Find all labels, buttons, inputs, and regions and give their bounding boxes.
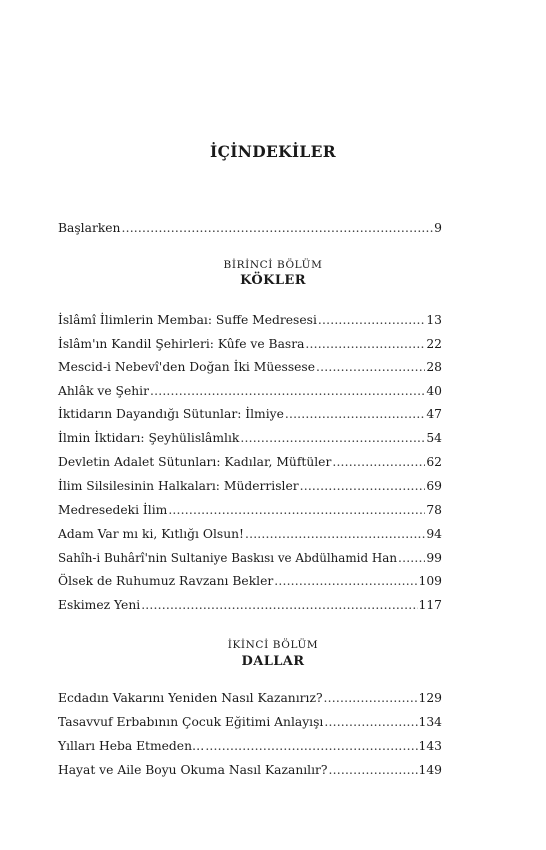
entry-title: Eskimez Yeni xyxy=(58,598,141,612)
dot-leader xyxy=(316,358,425,376)
entry-title: Başlarken xyxy=(58,221,121,235)
toc-entry[interactable] xyxy=(58,761,442,779)
section-label: İKİNCİ BÖLÜM xyxy=(227,639,319,651)
entry-page: 117 xyxy=(418,598,442,612)
dot-leader xyxy=(205,737,417,755)
dot-leader xyxy=(305,335,425,353)
dot-leader xyxy=(245,525,425,543)
entry-title: İslâm'ın Kandil Şehirleri: Kûfe ve Basra xyxy=(58,337,305,351)
entry-page: 143 xyxy=(418,739,442,753)
toc-entry[interactable] xyxy=(58,477,442,495)
section-title: DALLAR xyxy=(241,654,305,669)
entry-title: Medresedeki İlim xyxy=(58,503,168,517)
toc-entry[interactable] xyxy=(58,382,442,400)
toc-entry[interactable] xyxy=(58,429,442,447)
toc-entry[interactable] xyxy=(58,358,442,376)
dot-leader xyxy=(332,453,425,471)
toc-entry[interactable] xyxy=(58,713,442,731)
toc-entry[interactable] xyxy=(58,453,442,471)
toc-entry[interactable] xyxy=(58,525,442,543)
entry-title: Yılları Heba Etmeden… xyxy=(58,739,205,753)
dot-leader xyxy=(300,477,426,495)
dot-leader xyxy=(398,549,425,567)
entry-page: 99 xyxy=(426,551,442,565)
toc-entry[interactable] xyxy=(58,405,442,423)
entry-title: Hayat ve Aile Boyu Okuma Nasıl Kazanılır? xyxy=(58,763,328,777)
entry-page: 62 xyxy=(426,455,442,469)
entry-title: Devletin Adalet Sütunları: Kadılar, Müftüler xyxy=(58,455,332,469)
toc-entry[interactable] xyxy=(58,549,442,567)
entry-title: Ahlâk ve Şehir xyxy=(58,384,149,398)
dot-leader xyxy=(240,429,425,447)
toc-entry[interactable] xyxy=(58,596,442,614)
entry-page: 149 xyxy=(418,763,442,777)
toc-title: İÇİNDEKİLER xyxy=(210,142,336,161)
dot-leader xyxy=(274,572,417,590)
dot-leader xyxy=(121,219,433,237)
dot-leader xyxy=(318,311,425,329)
entry-page: 69 xyxy=(426,479,442,493)
toc-entry-intro[interactable] xyxy=(58,219,442,237)
dot-leader xyxy=(324,713,417,731)
entry-title: Sahîh-i Buhârî'nin Sultaniye Baskısı ve Abdülhamid Han xyxy=(58,551,397,565)
entry-page: 94 xyxy=(426,527,442,541)
toc-entry[interactable] xyxy=(58,501,442,519)
dot-leader xyxy=(168,501,425,519)
entry-title: Mescid-i Nebevî'den Doğan İki Müessese xyxy=(58,360,316,374)
entry-title: İslâmî İlimlerin Membaı: Suffe Medresesi xyxy=(58,313,317,327)
entry-page: 9 xyxy=(434,221,442,235)
entry-title: İktidarın Dayandığı Sütunlar: İlmiye xyxy=(58,407,284,421)
entry-page: 40 xyxy=(426,384,442,398)
entry-title: Adam Var mı ki, Kıtlığı Olsun! xyxy=(58,527,244,541)
toc-entry[interactable] xyxy=(58,689,442,707)
entry-page: 28 xyxy=(426,360,442,374)
entry-title: İlmin İktidarı: Şeyhülislâmlık xyxy=(58,431,240,445)
dot-leader xyxy=(150,382,425,400)
toc-entry[interactable] xyxy=(58,311,442,329)
entry-page: 109 xyxy=(418,574,442,588)
dot-leader xyxy=(285,405,425,423)
section-label: BİRİNCİ BÖLÜM xyxy=(223,259,323,271)
dot-leader xyxy=(324,689,418,707)
dot-leader xyxy=(329,761,418,779)
toc-entry[interactable] xyxy=(58,335,442,353)
toc-entry[interactable] xyxy=(58,572,442,590)
entry-title: İlim Silsilesinin Halkaları: Müderrisler xyxy=(58,479,299,493)
section-title: KÖKLER xyxy=(240,273,306,288)
entry-page: 54 xyxy=(426,431,442,445)
entry-page: 134 xyxy=(418,715,442,729)
entry-page: 129 xyxy=(418,691,442,705)
entry-title: Ecdadın Vakarını Yeniden Nasıl Kazanırız? xyxy=(58,691,323,705)
dot-leader xyxy=(141,596,417,614)
entry-page: 13 xyxy=(426,313,442,327)
entry-title: Ölsek de Ruhumuz Ravzanı Bekler xyxy=(58,574,274,588)
toc-entry[interactable] xyxy=(58,737,442,755)
entry-page: 47 xyxy=(426,407,442,421)
entry-page: 78 xyxy=(426,503,442,517)
entry-title: Tasavvuf Erbabının Çocuk Eğitimi Anlayışı xyxy=(58,715,324,729)
entry-page: 22 xyxy=(426,337,442,351)
